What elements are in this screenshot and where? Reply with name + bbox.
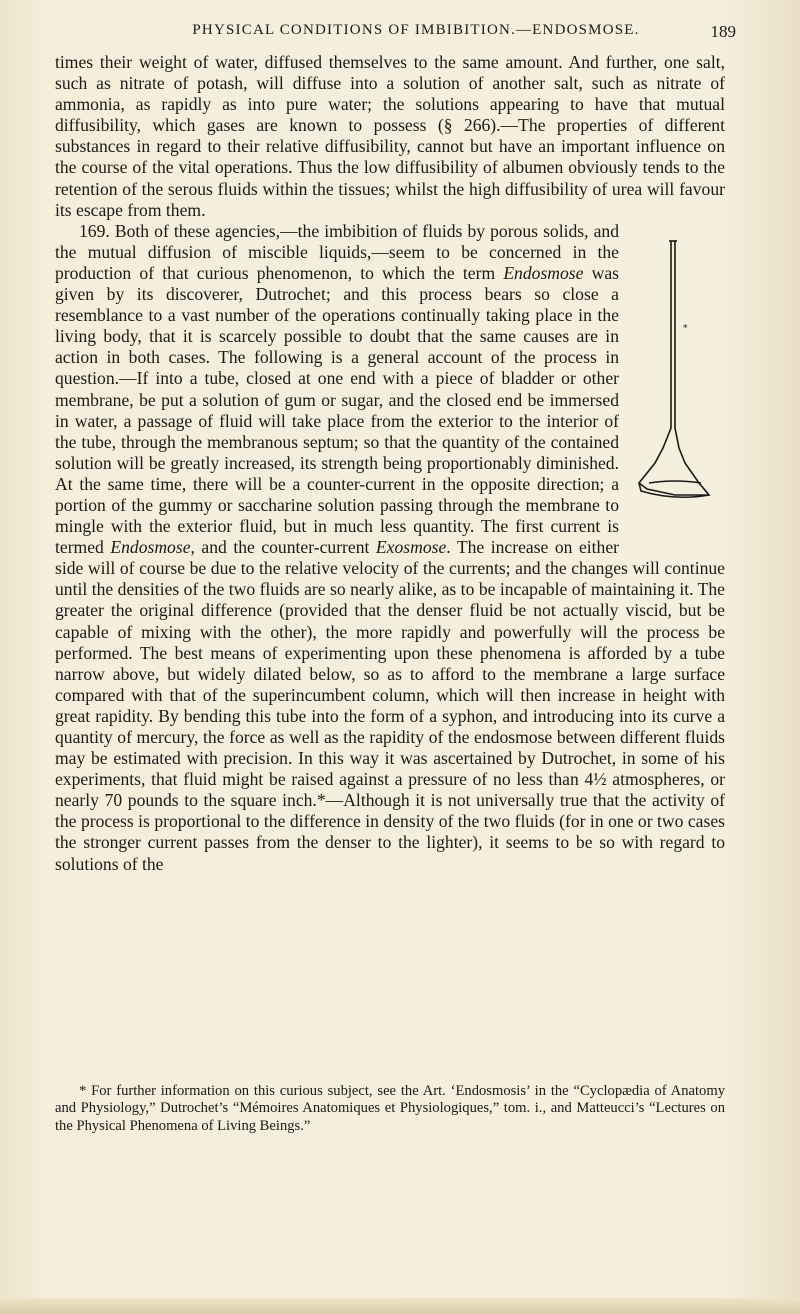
svg-text:*: * [683, 323, 688, 334]
paragraph-169-part-d: . The increase on either side will of course be due to the relative velocity of the currents; and the changes will continue until the densities of the two fluids are so nearly alike, as to be incapable of maintaining it. The greater the original difference (provided that the denser fluid be not actually viscid, but be capable of mixing with the other), the more rapidly and powerfully will the process be performed. The best means of experimenting upon these phenomena is afforded by a tube narrow above, but widely dilated below, so as to afford to the membrane a large surface compared with that of the superincumbent column, which will then increase in height with great rapidity. By bending this tube into the form of a syphon, and introducing into its curve a quantity of mercury, the force as well as the rapidity of the endosmose between different fluids may be estimated with precision. In this way it was ascertained by Dutrochet, in some of his experiments, that fluid might be raised against a pressure of no less than 4½ atmospheres, or nearly 70 pounds to the square inch.*—Although it is not universally true that the activity of the process is proportional to the difference in density of the two fluids (for in one or two cases the stronger current passes from the denser to the lighter), it seems to be so with regard to solutions of the [55, 537, 725, 874]
page-header [96, 22, 736, 48]
page-number: 189 [710, 22, 736, 41]
body-text [55, 52, 725, 875]
paragraph-169-part-a: 169. Both of these agencies,—the imbibition of fluids by porous solids, and the mutual diffusion of miscible liquids,—seem to be concerned in the production of that curious phenomenon, to which the term [55, 220, 619, 283]
paragraph-continued: times their weight of water, diffused themselves to the same amount. And further, one salt, such as nitrate of potash, will diffuse into a solution of another salt, such as nitrate of ammonia, as rapidly as into pure water; the solutions appearing to have that mutual diffusibility, which gases are known to possess (§ 266).—The properties of different substances in regard to their relative diffusibility, cannot but have an important influence on the course of the vital operations. Thus the low diffusibility of albumen obviously tends to the retention of the serous fluids within the tissues; whilst the high diffusibility of urea will favour its escape from them. [55, 52, 725, 220]
paragraph-169-part-c: , and the counter-current [190, 537, 376, 558]
footnote-text: * For further information on this curious subject, see the Art. ‘Endosmosis’ in the “Cyclopædia of Anatomy and Physiology,” Dutrochet’s “Mémoires Anatomiques et Physiologiques,” tom. i., and Matteucci’s “Lectures on the Physical Phenomena of Living Beings.” [55, 1083, 725, 1134]
paragraph-169 [55, 221, 725, 875]
term-endosmose-2: Endosmose [110, 537, 191, 558]
paragraph-169-part-b: was given by its discoverer, Dutrochet; and this process bears so close a resemblance to a vast number of the operations continually taking place in the living body, that it is scarcely possible to doubt that the same causes are in action in both cases. The following is a general account of the process in question.—If into a tube, closed at one end with a piece of bladder or other membrane, be put a solution of gum or sugar, and the closed end be immersed in water, a passage of fluid will take place from the exterior to the interior of the tube, through the membranous septum; so that the quantity of the contained solution will be greatly increased, its strength being proportionably diminished. At the same time, there will be a counter-current in the opposite direction; a portion of the gummy or saccharine solution passing through the membrane to mingle with the exterior fluid, but in much less quantity. The first current is termed [55, 262, 620, 558]
endosmometer-tube-icon [625, 233, 725, 543]
running-head: PHYSICAL CONDITIONS OF IMBIBITION.—ENDOSMOSE. [192, 22, 640, 38]
page-bottom-edge [0, 1298, 800, 1314]
term-exosmose: Exosmose [375, 537, 447, 558]
term-endosmose: Endosmose [503, 262, 584, 283]
footnote [55, 1083, 725, 1135]
